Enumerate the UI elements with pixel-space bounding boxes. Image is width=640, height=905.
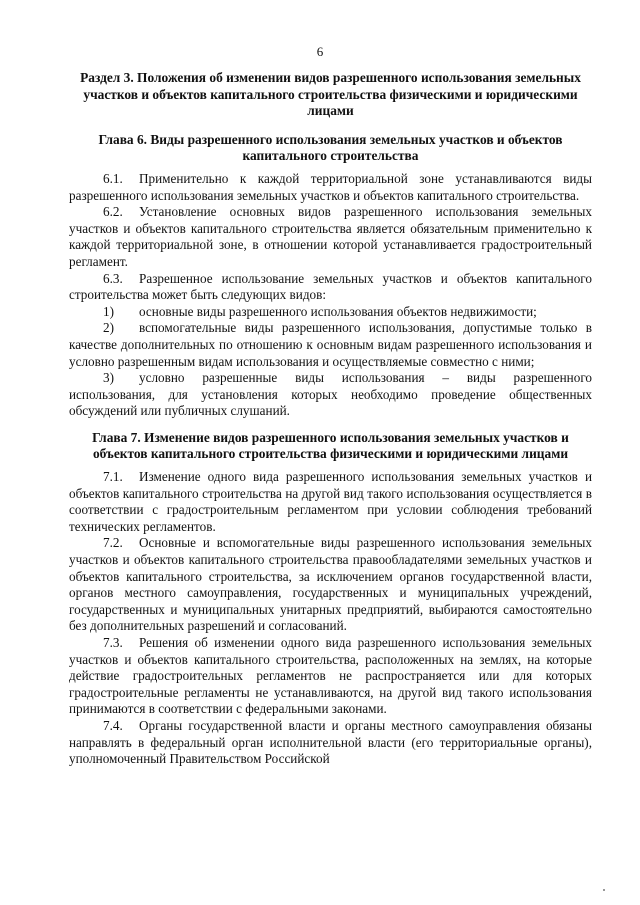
paragraph-text: Основные и вспомогательные виды разрешенного использования земельных участков и объектов капитального строительства правообладателями земельных участков и объектов капитального строительства, за исключением органов государственной власти, органов местного самоуправления, государственных и муниципальных учреждений, государственных и муниципальных унитарных предприятий, выбираются самостоятельно без дополнительных разрешений и согласований.: [69, 535, 592, 634]
paragraph-number: 7.2.: [103, 535, 123, 551]
paragraph-text: Установление основных видов разрешенного использования земельных участков и объектов капитального строительства является обязательным применительно к каждой территориальной зоне, в отношении которой устанавливается градостроительный регламент.: [69, 204, 592, 269]
list-item-text: вспомогательные виды разрешенного использования, допустимые только в качестве дополнительных по отношению к основным видам разрешенного использования и условно разрешенным видам использования и осуществляемые совместно с ними;: [69, 320, 592, 369]
paragraph-6-3: [69, 271, 592, 304]
paragraph-7-4: [69, 718, 592, 768]
paragraph-6-2: [69, 204, 592, 270]
list-item-number: 1): [103, 303, 114, 319]
paragraph-7-1: [69, 469, 592, 535]
paragraph-number: 7.4.: [103, 717, 123, 733]
list-item-3: [69, 370, 592, 420]
paragraph-6-1: [69, 171, 592, 204]
paragraph-text: Применительно к каждой территориальной зоне устанавливаются виды разрешенного использования земельных участков и объектов капитального строительства.: [69, 170, 592, 203]
paragraph-text: Решения об изменении одного вида разрешенного использования земельных участков и объектов капитального строительства, расположенных на землях, на которые действие градостроительных регламентов не распространяется или для которых градостроительные регламенты не устанавливаются, на другой вид такого использования принимаются в соответствии с федеральными законами.: [69, 635, 592, 717]
paragraph-number: 6.1.: [103, 170, 123, 186]
scan-speck: [603, 889, 605, 891]
list-item-text: условно разрешенные виды использования – виды разрешенного использования, для установления которых необходимо проведение общественных обсуждений или публичных слушаний.: [69, 370, 592, 419]
paragraph-text: Разрешенное использование земельных участков и объектов капитального строительства может быть следующих видов:: [69, 270, 592, 303]
paragraph-number: 6.3.: [103, 270, 123, 286]
paragraph-text: Изменение одного вида разрешенного использования земельных участков и объектов капитального строительства на другой вид такого использования осуществляется в соответствии с градостроительным регламентом при условии соблюдения требований технических регламентов.: [69, 469, 592, 534]
list-item-number: 3): [103, 370, 114, 386]
page-content: [69, 70, 592, 768]
page-number: 6: [316, 44, 324, 59]
paragraph-7-3: [69, 635, 592, 718]
paragraph-number: 7.1.: [103, 469, 123, 485]
paragraph-text: Органы государственной власти и органы местного самоуправления обязаны направлять в федеральный орган исполнительной власти (его территориальные органы), уполномоченный Правительством Российской: [69, 717, 592, 767]
list-item-1: [69, 304, 592, 321]
list-item-2: [69, 320, 592, 370]
section-title: Раздел 3. Положения об изменении видов разрешенного использования земельных участков и объектов капитального строительства физическими и юридическими лицами: [80, 70, 581, 119]
chapter-7-title: Глава 7. Изменение видов разрешенного использования земельных участков и объектов капитального строительства физическими и юридическими лицами: [92, 429, 569, 462]
list-item-number: 2): [103, 320, 114, 336]
chapter-6-title: Глава 6. Виды разрешенного использования земельных участков и объектов капитального строительства: [98, 131, 563, 164]
list-item-text: основные виды разрешенного использования объектов недвижимости;: [139, 303, 537, 319]
paragraph-number: 7.3.: [103, 635, 123, 650]
paragraph-number: 6.2.: [103, 204, 123, 220]
paragraph-7-2: [69, 535, 592, 635]
